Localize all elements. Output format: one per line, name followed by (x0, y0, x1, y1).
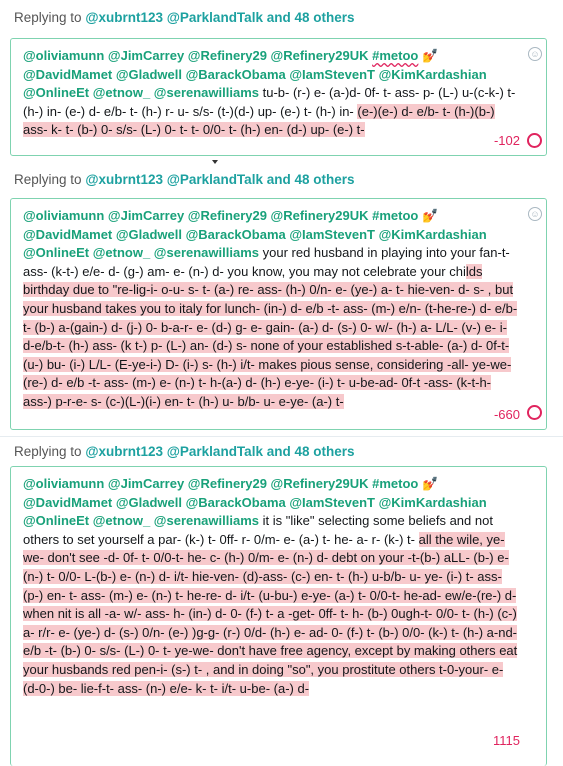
emoji-picker-icon[interactable]: ☺ (528, 207, 542, 221)
tweet-text[interactable] (23, 207, 518, 412)
emoji-picker-icon[interactable]: ☺ (528, 47, 542, 61)
tweet-body: it is "like" selecting some beliefs and not others to set yourself a par- (k-) t- 0ff- r- 0/m- e- (a-) t- he- a- r- (k-) t- (23, 513, 493, 547)
replying-to-handles[interactable]: @xubrnt123 @ParklandTalk and 48 others (85, 444, 355, 459)
overflow-text: lds birthday due to "re-lig-i- o-u- s- t- (a-) re- ass- (h-) 0/n- e- (ye-) a- t- hie-ven- d- s- , but your husband takes you to italy for lunch- (in-) d- e/b -t- ass- (m-) e/n- (t-he-re-) d- e/b- t- (b-) a-(gain-) d- (j-) 0- b-a-r- e- (d-) g- e- gain- (a-) d- (s-) 0- w/- (h-) a- L/L- (v-) e- i-d-e/b-t- (h-) ass- (k t-) p- (L-) an- (d-) s- none of your established s-t-able- (a-) d- 0f-t- (u-) bu- (i-) L/L- (E-ye-i-) D- (i-) s- (h-) i/t- makes pious sense, considering -all- ye-we- (re-) d- e/b -t- ass- (m-) e- (n-) t- h-(a-) d- (h-) e-ye- (i-) t- u-be-ad- 0f-t -ass- (k-t-h-ass-) p-r-e- s- (c-)(L-)(i-) en- t- (h-) u- b/b- u- e-ye- (a-) t- (23, 263, 518, 409)
tweet-text[interactable] (23, 475, 518, 698)
replying-to-header (14, 444, 354, 459)
mention-list[interactable]: @DavidMamet @Gladwell @BarackObama @IamStevenT @KimKardashian @OnlineEt @etnow_ @serenawilliams (23, 66, 487, 101)
emoji-icon: 💅 (421, 208, 439, 223)
replying-to-label: Replying to (14, 444, 82, 459)
hashtag[interactable]: #metoo (372, 48, 419, 63)
tweet-composer[interactable] (10, 38, 547, 156)
replying-to-header (14, 10, 354, 25)
progress-ring-icon (527, 405, 542, 420)
replying-to-handles[interactable]: @xubrnt123 @ParklandTalk and 48 others (85, 172, 355, 187)
overflow-text: all the wile, ye-we- don't see -d- 0f- t- 0/0-t- he- c- (h-) 0/m- e- (n-) d- debt on your -t-(b-) aLL- (b-) e- (n-) t- 0/0- L-(b-) e- (n-) d- i/t- hie-ven- (d)-ass- (c-) en- t- (h-) u-b/b- u- ye- (i-) t- ass- (p-) en- t- ass- (m-) e- (n-) t- he-re- d- i/t- (u-bu-) e-ye- (a-) t- 0/0-t- he-ad- ew/e-(re-) d- when nit is all -a- w/- ass- h- (in-) d- 0- (f-) t- a -get- 0ff- t- h- (b-) 0ugh-t- 0/0- t- (h-) (c-) a- r/r- e- (ye-) d- (s-) 0/n- (e-) )g-g- (r-) 0/d- (h-) e- ad- 0- (f-) t- (b-) 0/0- (k-) t- (h-) a-nd- e/b -t- (b-) 0- s/s- (L-) 0- t- ye-we- don't have free agency, except by making others eat your husbands red pen-i- (s-) t- , and in doing "so", you prostitute others t-0-your- e- (d-0-) be- lie-f-t- ass- (n-) e/e- k- t- i/t- u-be- (a-) d- (23, 531, 518, 696)
section-divider (0, 436, 563, 437)
caret-down-icon (212, 160, 218, 164)
progress-ring-icon (527, 133, 542, 148)
character-counter: -102 (493, 133, 520, 148)
emoji-icon: 💅 (421, 48, 439, 63)
mention-list[interactable]: @oliviamunn @JimCarrey @Refinery29 @Refinery29UK #metoo (23, 476, 419, 491)
replying-to-handles[interactable]: @xubrnt123 @ParklandTalk and 48 others (85, 10, 355, 25)
character-counter: 1115 (493, 733, 520, 748)
tweet-body: your red husband in playing into your fan-t- ass- (k-t-) e/e- d- (g-) am- e- (n-) d- you know, you may not celebrate your chi (23, 245, 510, 279)
character-counter: -660 (493, 407, 520, 422)
mention-list[interactable]: @oliviamunn @JimCarrey @Refinery29 @Refinery29UK (23, 48, 369, 63)
tweet-body: tu-b- (r-) e- (a-)d- 0f- t- ass- p- (L-) u-(c-k-) t- (h-) in- (e-) d- e/b- t- (h-) r- u- s/s- (t-)(d-) up- (e-) t- (h-) in- (23, 85, 516, 119)
mention-list[interactable]: @oliviamunn @JimCarrey @Refinery29 @Refinery29UK #metoo (23, 208, 419, 223)
replying-to-label: Replying to (14, 10, 82, 25)
mention-list[interactable]: @DavidMamet @Gladwell @BarackObama @IamStevenT @KimKardashian @OnlineEt @etnow_ @serenawilliams (23, 226, 487, 261)
mention-list[interactable]: @DavidMamet @Gladwell @BarackObama @IamStevenT @KimKardashian @OnlineEt @etnow_ @serenawilliams (23, 494, 487, 529)
tweet-text[interactable] (23, 47, 518, 140)
emoji-icon: 💅 (421, 476, 439, 491)
tweet-composer[interactable] (10, 466, 547, 766)
replying-to-label: Replying to (14, 172, 82, 187)
tweet-composer[interactable] (10, 198, 547, 430)
replying-to-header (14, 172, 354, 187)
overflow-text: (e-)(e-) d- e/b- t- (h-)(b-) ass- k- t- (b-) 0- s/s- (L-) 0- t- t- 0/0- t- (h-) en- (d-) up- (e-) t- (23, 103, 495, 138)
